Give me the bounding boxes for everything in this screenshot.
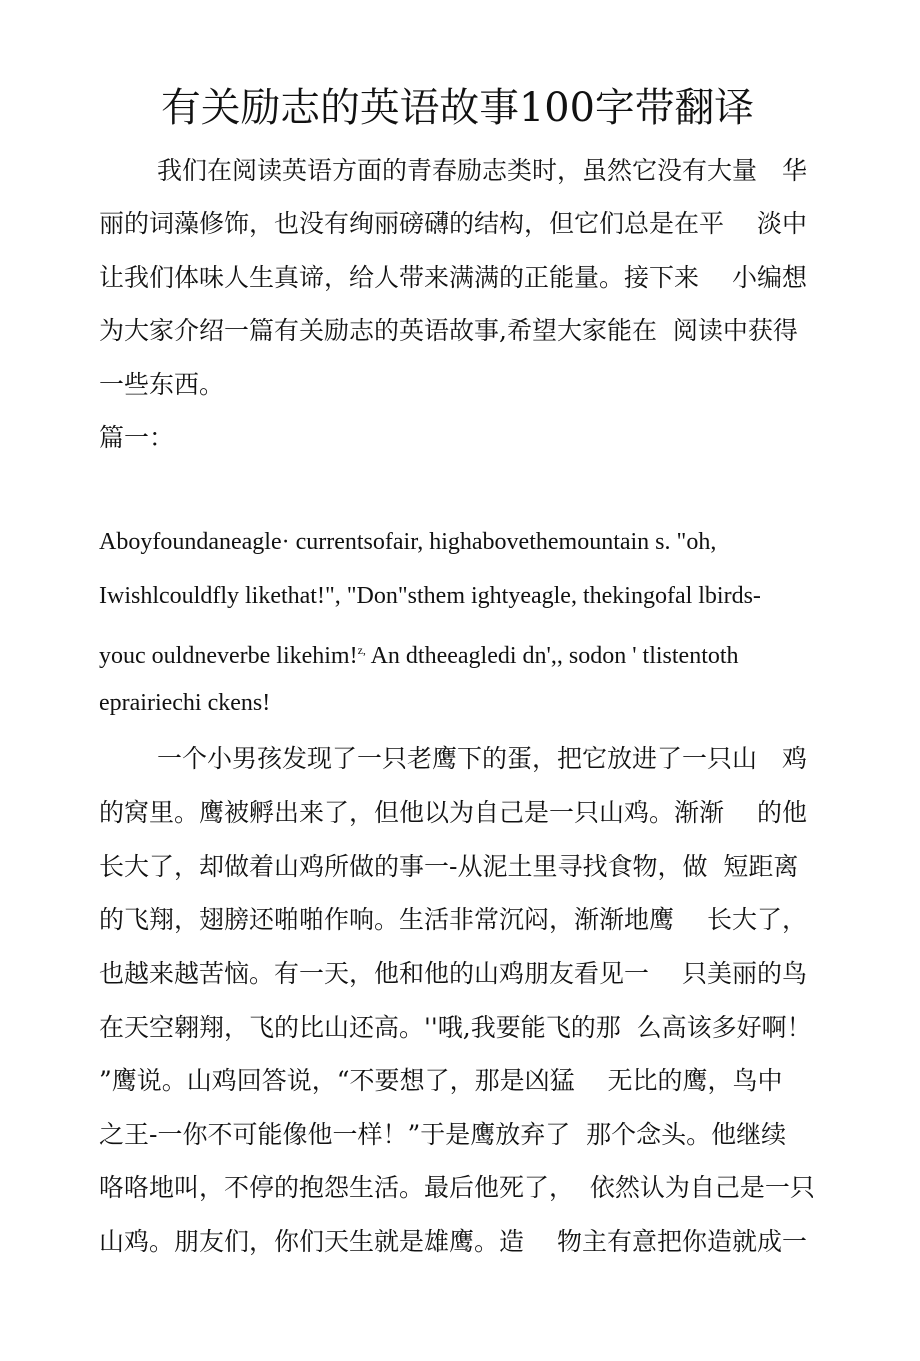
translation-line: 山鸡。朋友们，你们天生就是雄鹰。造 物主有意把你造就成一: [99, 1227, 807, 1256]
intro-line: 一些东西。: [99, 370, 225, 399]
intro-line: 为大家介绍一篇有关励志的英语故事,希望大家能在 阅读中获得: [99, 316, 798, 345]
english-sup: z,: [357, 643, 366, 657]
translation-line: 长大了，却做着山鸡所做的事一-从泥土里寻找食物，做 短距离: [99, 852, 799, 881]
document-title: 有关励志的英语故事100字带翻译: [160, 85, 755, 131]
translation-line: 也越来越苦恼。有一天，他和他的山鸡朋友看见一 只美丽的鸟: [99, 959, 807, 988]
english-line: [99, 634, 739, 672]
translation-line: 的窝里。鹰被孵出来了，但他以为自己是一只山鸡。渐渐 的他: [99, 798, 807, 827]
intro-line: 丽的词藻修饰，也没有绚丽磅礴的结构，但它们总是在平 淡中: [99, 209, 807, 238]
english-line-head: youc ouldneverbe likehim!: [99, 643, 358, 669]
intro-line: 让我们体味人生真谛，给人带来满满的正能量。接下来 小编想: [99, 263, 807, 292]
translation-line: 咯咯地叫，不停的抱怨生活。最后他死了， 依然认为自己是一只: [99, 1173, 815, 1202]
english-line-tail: An dtheeagledi dn',, sodon ' tlistentoth: [365, 643, 739, 669]
english-line: eprairiechi ckens!: [99, 690, 271, 716]
translation-line: ”鹰说。山鸡回答说，“不要想了，那是凶猛 无比的鹰，鸟中: [99, 1066, 783, 1095]
translation-line: 之王-一你不可能像他一样！”于是鹰放弃了 那个念头。他继续: [99, 1120, 787, 1149]
translation-line: 一个小男孩发现了一只老鹰下的蛋，把它放进了一只山 鸡: [157, 744, 808, 773]
translation-line: 在天空翱翔，飞的比山还高。''哦,我要能飞的那 么高该多好啊！: [99, 1013, 812, 1042]
english-line: Aboyfoundaneagle· currentsofair, highabovethemountain s. "oh,: [99, 529, 717, 555]
section-label: 篇一：: [99, 423, 175, 452]
english-line: Iwishlcouldfly likethat!", "Don"sthem ightyeagle, thekingofal lbirds-: [99, 583, 761, 609]
intro-line: 我们在阅读英语方面的青春励志类时，虽然它没有大量 华: [157, 156, 808, 185]
translation-line: 的飞翔，翅膀还啪啪作响。生活非常沉闷，渐渐地鹰 长大了，: [99, 905, 807, 934]
